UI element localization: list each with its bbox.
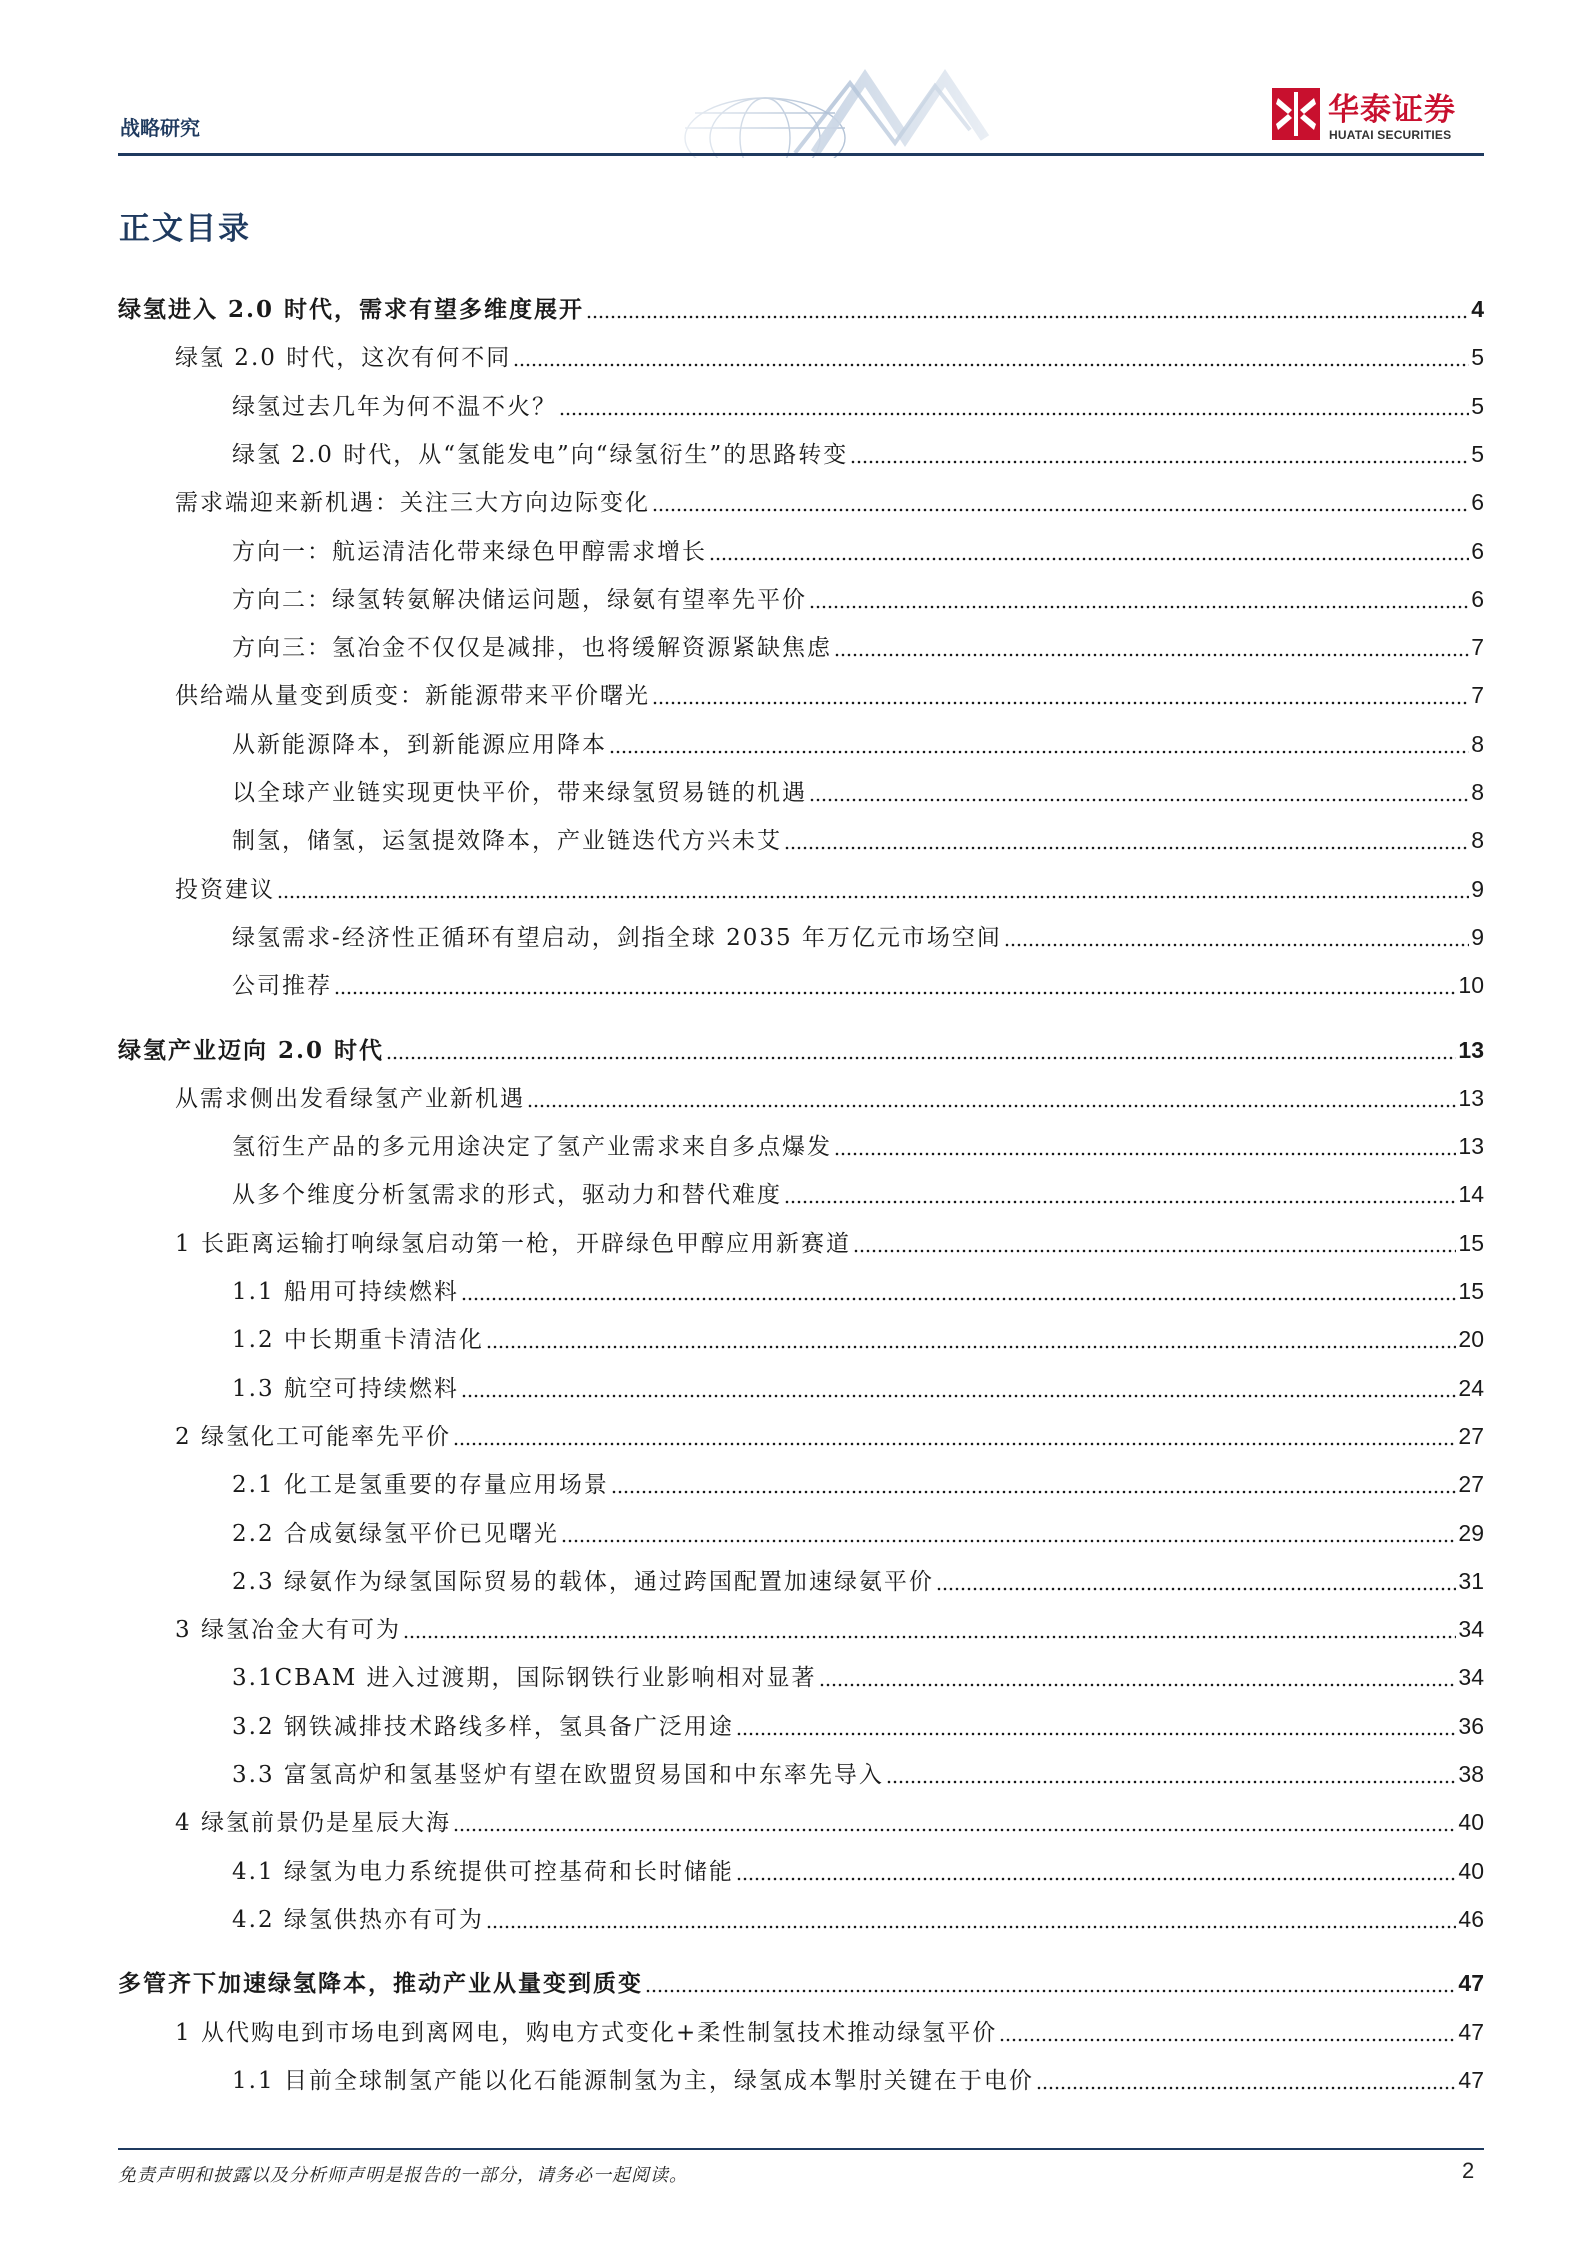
toc-dot-leader — [999, 2037, 1456, 2043]
page-number: 2 — [1462, 2158, 1475, 2183]
toc-dot-leader — [609, 749, 1469, 755]
toc-dot-leader — [334, 990, 1456, 996]
toc-entry-title: 2.2 合成氨绿氢平价已见曙光 — [232, 1520, 559, 1547]
toc-entry-page: 20 — [1458, 1326, 1484, 1353]
toc-entry-level-3[interactable] — [118, 435, 1484, 473]
toc-entry-title: 1.1 目前全球制氢产能以化石能源制氢为主，绿氢成本掣肘关键在于电价 — [232, 2067, 1034, 2094]
toc-entry-page: 13 — [1458, 1036, 1484, 1063]
toc-entry-level-2[interactable] — [118, 1610, 1484, 1648]
toc-entry-page: 14 — [1458, 1181, 1484, 1208]
toc-entry-title: 1.1 船用可持续燃料 — [232, 1279, 459, 1305]
toc-entry-title: 1.3 航空可持续燃料 — [232, 1375, 459, 1402]
toc-entry-page: 40 — [1458, 1809, 1484, 1836]
toc-entry-page: 5 — [1471, 392, 1484, 419]
toc-entry-title: 以全球产业链实现更快平价，带来绿氢贸易链的机遇 — [232, 780, 807, 806]
toc-entry-level-3[interactable] — [118, 966, 1484, 1004]
toc-entry-page: 47 — [1458, 1970, 1484, 1997]
toc-entry-level-3[interactable] — [118, 1369, 1484, 1407]
toc-entry-level-3[interactable] — [118, 1175, 1484, 1213]
toc-entry-title: 3 绿氢冶金大有可为 — [175, 1617, 401, 1644]
toc-entry-page: 8 — [1471, 730, 1484, 757]
toc-dot-leader — [736, 1731, 1457, 1737]
toc-entry-title: 4.2 绿氢供热亦有可为 — [232, 1906, 484, 1933]
toc-entry-level-2[interactable] — [118, 1079, 1484, 1117]
toc-dot-leader — [611, 1489, 1457, 1495]
footer-disclaimer: 免责声明和披露以及分析师声明是报告的一部分，请务必一起阅读。 — [118, 2165, 688, 2186]
toc-dot-leader — [1036, 2085, 1457, 2091]
toc-entry-level-3[interactable] — [118, 1562, 1484, 1600]
toc-entry-title: 1 长距离运输打响绿氢启动第一枪，开辟绿色甲醇应用新赛道 — [175, 1230, 851, 1257]
toc-dot-leader — [736, 1876, 1457, 1882]
toc-entry-title: 方向一：航运清洁化带来绿色甲醇需求增长 — [232, 538, 707, 565]
toc-entry-title: 方向二：绿氢转氨解决储运问题，绿氨有望率先平价 — [232, 586, 807, 613]
toc-entry-page: 5 — [1471, 440, 1484, 467]
toc-entry-title: 制氢，储氢，运氢提效降本，产业链迭代方兴未艾 — [232, 828, 782, 855]
toc-entry-level-1[interactable] — [118, 1964, 1484, 2002]
toc-dot-leader — [784, 1199, 1456, 1205]
toc-dot-leader — [809, 797, 1469, 803]
toc-entry-level-3[interactable] — [118, 918, 1484, 956]
toc-entry-title: 公司推荐 — [232, 973, 332, 1000]
toc-dot-leader — [461, 1393, 1457, 1399]
huatai-logo-mark-icon — [1272, 88, 1320, 140]
toc-entry-page: 27 — [1458, 1471, 1484, 1498]
toc-entry-title: 投资建议 — [175, 876, 275, 903]
toc-dot-leader — [834, 652, 1469, 658]
toc-entry-level-3[interactable] — [118, 725, 1484, 763]
toc-entry-level-3[interactable] — [118, 1755, 1484, 1793]
toc-entry-title: 绿氢进入 2.0 时代，需求有望多维度展开 — [118, 296, 585, 323]
toc-entry-page: 36 — [1458, 1712, 1484, 1739]
toc-dot-leader — [834, 1151, 1456, 1157]
toc-dot-leader — [819, 1682, 1457, 1688]
toc-entry-page: 24 — [1458, 1374, 1484, 1401]
toc-entry-page: 31 — [1458, 1567, 1484, 1594]
section-label: 战略研究 — [120, 116, 200, 140]
toc-entry-page: 6 — [1471, 585, 1484, 612]
toc-entry-title: 绿氢 2.0 时代，这次有何不同 — [175, 345, 512, 372]
toc-dot-leader — [784, 845, 1469, 851]
footer-divider — [118, 2148, 1484, 2150]
toc-dot-leader — [652, 507, 1469, 513]
toc-entry-page: 13 — [1458, 1084, 1484, 1111]
toc-entry-level-1[interactable] — [118, 290, 1484, 328]
toc-entry-level-2[interactable] — [118, 2013, 1484, 2051]
toc-entry-title: 3.1CBAM 进入过渡期，国际钢铁行业影响相对显著 — [232, 1665, 817, 1692]
toc-entry-page: 4 — [1471, 296, 1484, 322]
toc-entry-page: 7 — [1471, 682, 1484, 709]
toc-entry-title: 从多个维度分析氢需求的形式，驱动力和替代难度 — [232, 1182, 782, 1209]
toc-entry-page: 46 — [1458, 1905, 1484, 1932]
toc-entry-page: 38 — [1458, 1761, 1484, 1787]
toc-entry-page: 34 — [1458, 1664, 1484, 1691]
toc-entry-title: 绿氢 2.0 时代，从“氢能发电”向“绿氢衍生”的思路转变 — [232, 441, 849, 468]
toc-entry-page: 47 — [1458, 2066, 1484, 2093]
toc-entry-level-3[interactable] — [118, 1707, 1484, 1745]
toc-dot-leader — [513, 362, 1469, 368]
toc-entry-page: 7 — [1471, 634, 1484, 661]
toc-entry-title: 3.3 富氢高炉和氢基竖炉有望在欧盟贸易国和中东率先导入 — [232, 1762, 884, 1788]
toc-entry-page: 34 — [1458, 1616, 1484, 1643]
toc-entry-title: 4 绿氢前景仍是星辰大海 — [175, 1810, 451, 1837]
toc-entry-title: 绿氢过去几年为何不温不火？ — [232, 393, 557, 420]
toc-dot-leader — [652, 700, 1469, 706]
toc-entry-page: 9 — [1471, 923, 1484, 950]
toc-entry-level-3[interactable] — [118, 821, 1484, 859]
toc-entry-page: 27 — [1458, 1422, 1484, 1449]
logo-chinese-name: 华泰证券 — [1328, 92, 1456, 128]
toc-entry-title: 1 从代购电到市场电到离网电，购电方式变化+柔性制氢技术推动绿氢平价 — [175, 2019, 998, 2046]
toc-entry-title: 3.2 钢铁减排技术路线多样，氢具备广泛用途 — [232, 1713, 734, 1740]
toc-dot-leader — [809, 604, 1469, 610]
toc-entry-page: 10 — [1458, 972, 1484, 999]
toc-entry-title: 需求端迎来新机遇：关注三大方向边际变化 — [175, 490, 650, 517]
toc-dot-leader — [1004, 942, 1469, 948]
toc-entry-title: 从需求侧出发看绿氢产业新机遇 — [175, 1085, 525, 1112]
toc-entry-page: 15 — [1458, 1278, 1484, 1304]
toc-entry-page: 9 — [1471, 875, 1484, 902]
toc-entry-title: 绿氢产业迈向 2.0 时代 — [118, 1036, 385, 1064]
toc-dot-leader — [386, 1055, 1456, 1061]
toc-entry-level-3[interactable] — [118, 1658, 1484, 1696]
toc-entry-level-2[interactable] — [118, 483, 1484, 521]
header-divider — [118, 153, 1484, 156]
toc-entry-title: 多管齐下加速绿氢降本，推动产业从量变到质变 — [118, 1970, 643, 1998]
toc-entry-page: 6 — [1471, 537, 1484, 564]
toc-dot-leader — [277, 894, 1469, 900]
toc-entry-level-2[interactable] — [118, 870, 1484, 908]
toc-dot-leader — [486, 1344, 1457, 1350]
toc-entry-level-3[interactable] — [118, 1852, 1484, 1890]
toc-dot-leader — [461, 1296, 1457, 1302]
toc-dot-leader — [645, 1988, 1456, 1994]
header-decoration — [615, 58, 1055, 158]
toc-dot-leader — [453, 1827, 1456, 1833]
toc-entry-title: 供给端从量变到质变：新能源带来平价曙光 — [175, 683, 650, 710]
toc-entry-level-2[interactable] — [118, 1803, 1484, 1841]
toc-entry-level-3[interactable] — [118, 1320, 1484, 1358]
toc-dot-leader — [403, 1634, 1456, 1640]
toc-entry-level-1[interactable] — [118, 1031, 1484, 1069]
toc-entry-page: 15 — [1458, 1229, 1484, 1256]
toc-entry-level-3[interactable] — [118, 1514, 1484, 1552]
toc-entry-page: 40 — [1458, 1857, 1484, 1884]
toc-entry-title: 2 绿氢化工可能率先平价 — [175, 1423, 451, 1450]
toc-entry-title: 2.3 绿氨作为绿氢国际贸易的载体，通过跨国配置加速绿氨平价 — [232, 1568, 934, 1595]
toc-entry-page: 8 — [1471, 827, 1484, 854]
toc-entry-page: 8 — [1471, 779, 1484, 805]
toc-dot-leader — [709, 556, 1469, 562]
toc-entry-title: 1.2 中长期重卡清洁化 — [232, 1327, 484, 1354]
toc-entry-title: 从新能源降本，到新能源应用降本 — [232, 731, 607, 758]
toc-dot-leader — [586, 314, 1469, 320]
toc-entry-level-3[interactable] — [118, 1465, 1484, 1503]
toc-entry-level-2[interactable] — [118, 338, 1484, 376]
toc-entry-title: 2.1 化工是氢重要的存量应用场景 — [232, 1472, 609, 1499]
toc-dot-leader — [936, 1586, 1457, 1592]
toc-entry-level-3[interactable] — [118, 2061, 1484, 2099]
logo-english-name: HUATAI SECURITIES — [1329, 128, 1452, 142]
toc-dot-leader — [486, 1924, 1457, 1930]
toc-entry-level-3[interactable] — [118, 387, 1484, 425]
toc-entry-level-3[interactable] — [118, 1272, 1484, 1310]
toc-entry-page: 5 — [1471, 344, 1484, 371]
toc-entry-level-3[interactable] — [118, 532, 1484, 570]
toc-entry-level-3[interactable] — [118, 773, 1484, 811]
huatai-logo — [1272, 88, 1487, 146]
toc-dot-leader — [453, 1441, 1456, 1447]
toc-dot-leader — [561, 1538, 1457, 1544]
toc-dot-leader — [527, 1103, 1456, 1109]
toc-dot-leader — [559, 411, 1469, 417]
toc-entry-page: 6 — [1471, 489, 1484, 516]
toc-dot-leader — [850, 459, 1469, 465]
toc-entry-title: 方向三：氢冶金不仅仅是减排，也将缓解资源紧缺焦虑 — [232, 635, 832, 662]
toc-entry-title: 氢衍生产品的多元用途决定了氢产业需求来自多点爆发 — [232, 1134, 832, 1161]
toc-entry-level-2[interactable] — [118, 676, 1484, 714]
toc-entry-level-3[interactable] — [118, 1127, 1484, 1165]
toc-title: 正文目录 — [119, 211, 251, 247]
toc-entry-page: 29 — [1458, 1519, 1484, 1546]
toc-entry-page: 47 — [1458, 2018, 1484, 2045]
toc-entry-level-2[interactable] — [118, 1417, 1484, 1455]
toc-dot-leader — [853, 1248, 1456, 1254]
toc-entry-level-2[interactable] — [118, 1224, 1484, 1262]
toc-entry-level-3[interactable] — [118, 580, 1484, 618]
toc-entry-level-3[interactable] — [118, 1900, 1484, 1938]
toc-dot-leader — [886, 1779, 1457, 1785]
toc-entry-title: 绿氢需求-经济性正循环有望启动，剑指全球 2035 年万亿元市场空间 — [232, 924, 1002, 951]
toc-entry-title: 4.1 绿氢为电力系统提供可控基荷和长时储能 — [232, 1858, 734, 1885]
toc-entry-level-3[interactable] — [118, 628, 1484, 666]
toc-entry-page: 13 — [1458, 1133, 1484, 1160]
